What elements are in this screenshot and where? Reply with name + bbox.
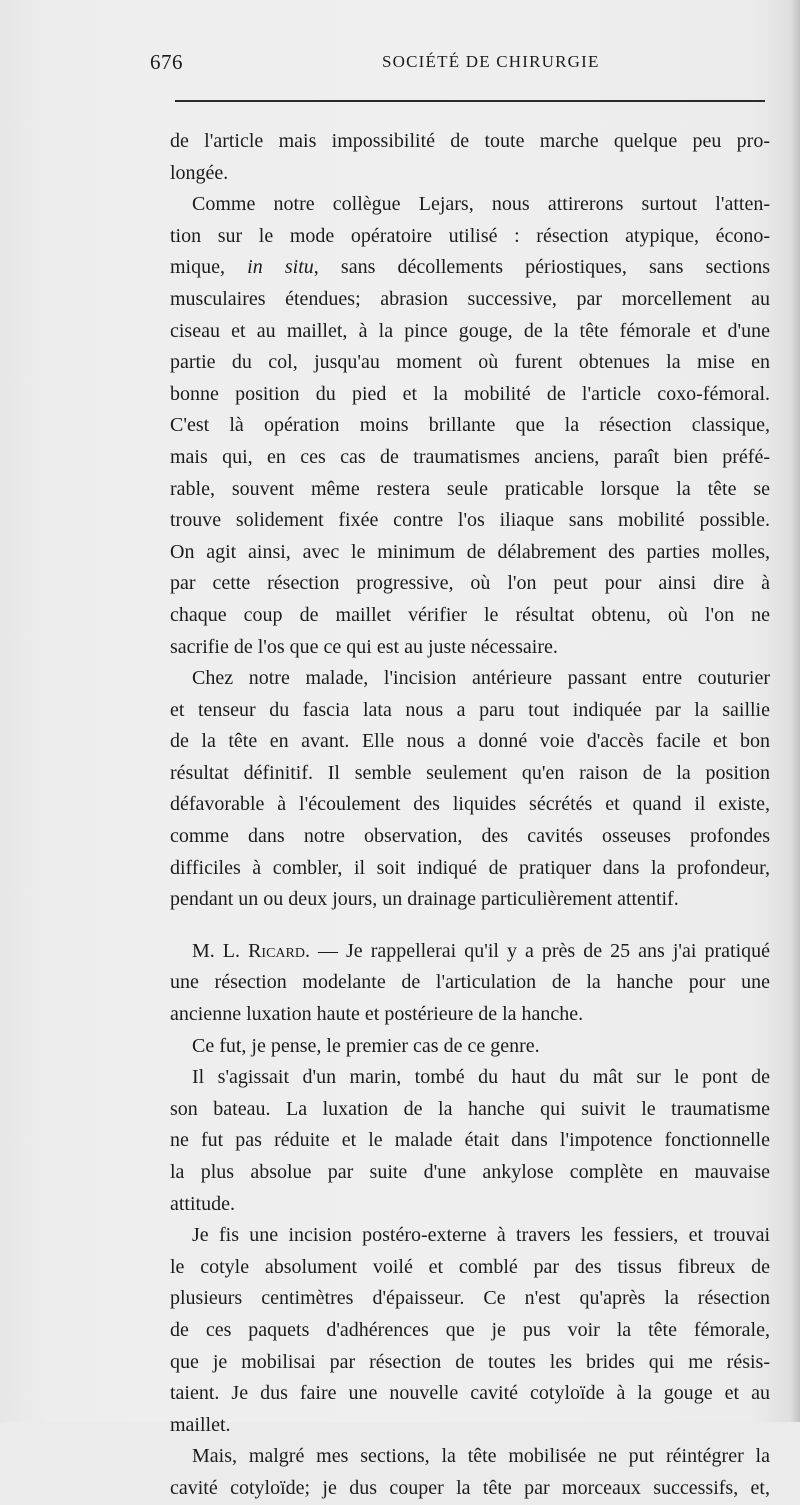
text-line: Ce fut, je pense, le premier cas de ce genre. — [192, 1034, 540, 1057]
text-line: C'est là opération moins brillante que la résection classique, — [170, 414, 770, 437]
text-line: bonne position du pied et la mobilité de l'article coxo-fémoral. — [170, 382, 770, 405]
text-line: ancienne luxation haute et postérieure de la hanche. — [170, 1003, 584, 1026]
page-header — [150, 50, 765, 82]
paragraph-operation — [170, 1220, 770, 1441]
text-line: de la tête en avant. Elle nous a donné voie d'accès facile et bon — [170, 730, 770, 753]
paragraph-patient — [170, 1062, 770, 1220]
text-fragment: mique, — [170, 256, 225, 279]
text-line: cavité cotyloïde; je dus couper la tête par morceaux successifs, et, — [170, 1476, 770, 1499]
text-line: Il s'agissait d'un marin, tombé du haut du mât sur le pont de — [192, 1066, 770, 1089]
text-line: défavorable à l'écoulement des liquides sécrétés et quand il existe, — [170, 793, 770, 816]
header-rule — [175, 100, 765, 102]
text-line: longée. — [170, 161, 229, 184]
text-line: plusieurs centimètres d'épaisseur. Ce n'est qu'après la résection — [170, 1287, 770, 1310]
text-line: partie du col, jusqu'au moment où furent obtenues la mise en — [170, 351, 770, 374]
running-title: SOCIÉTÉ DE CHIRURGIE — [382, 52, 600, 71]
page-number: 676 — [150, 50, 183, 74]
italic-term: in situ — [247, 256, 314, 279]
text-line: ciseau et au maillet, à la pince gouge, de la tête fémorale et d'une — [170, 319, 770, 342]
text-line: le cotyle absolument voilé et comblé par des tissus fibreux de — [170, 1255, 770, 1278]
text-line: pendant un ou deux jours, un drainage particulièrement attentif. — [170, 888, 679, 911]
text-line: ne fut pas réduite et le malade était dans l'impotence fonctionnelle — [170, 1129, 770, 1152]
text-line: son bateau. La luxation de la hanche qui suivit le traumatisme — [170, 1097, 770, 1120]
paragraph-gap — [170, 916, 770, 936]
text-line: difficiles à combler, il soit indiqué de pratiquer dans la profondeur, — [170, 856, 770, 879]
text-line: de ces paquets d'adhérences que je pus voir la tête fémorale, — [170, 1318, 770, 1341]
text-line: rable, souvent même restera seule praticable lorsque la tête se — [170, 477, 770, 500]
paragraph-first-case — [170, 1031, 770, 1063]
text-line: maillet. — [170, 1413, 231, 1436]
text-line: la plus absolue par suite d'une ankylose complète en mauvaise — [170, 1161, 770, 1183]
text-line: Je fis une incision postéro-externe à travers les fessiers, et trouvai — [192, 1224, 770, 1247]
text-line: par cette résection progressive, où l'on peut pour ainsi dire à — [170, 572, 770, 595]
speaker-name: Ricard — [248, 939, 305, 962]
text-line: taient. Je dus faire une nouvelle cavité cotyloïde à la gouge et au — [170, 1382, 770, 1405]
text-fragment: sans décollements périostiques, sans sections — [340, 256, 770, 279]
text-line: attitude. — [170, 1192, 235, 1215]
text-line: comme dans notre observation, des cavités osseuses profondes — [170, 825, 770, 848]
text-line: que je mobilisai par résection de toutes les brides qui me résis- — [170, 1350, 770, 1373]
page-edge-shadow — [790, 0, 800, 1422]
paragraph-ricard-statement — [170, 936, 770, 1031]
text-line: Mais, malgré mes sections, la tête mobilisée ne put réintégrer la — [192, 1445, 770, 1468]
text-line: une résection modelante de l'articulation de la hanche pour une — [170, 971, 770, 994]
text-line: On agit ainsi, avec le minimum de délabrement des parties molles, — [170, 540, 770, 563]
text-line: tion sur le mode opératoire utilisé : résection atypique, écono- — [170, 224, 770, 247]
text-line: mais qui, en ces cas de traumatismes anciens, paraît bien préfé- — [170, 445, 770, 468]
text-line-with-speaker — [170, 936, 770, 968]
text-line: et tenseur du fascia lata nous a paru tout indiquée par la saillie — [170, 698, 770, 721]
text-line: sacrifie de l'os que ce qui est au juste nécessaire. — [170, 635, 558, 658]
text-line: Chez notre malade, l'incision antérieure passant entre couturier — [192, 667, 770, 690]
text-line: résultat définitif. Il semble seulement qu'en raison de la position — [170, 761, 770, 784]
text-line-with-italic: mique, in situ, sans décollements périostiques, sans sections — [170, 256, 770, 279]
text-line: de l'article mais impossibilité de toute marche quelque peu pro- — [170, 130, 770, 152]
text-line: chaque coup de maillet vérifier le résultat obtenu, où l'on ne — [170, 603, 770, 626]
text-line: Comme notre collègue Lejars, nous attirerons surtout l'atten- — [192, 193, 770, 216]
body-text — [170, 126, 770, 1505]
text-line: musculaires étendues; abrasion successive, par morcellement au — [170, 287, 770, 310]
text-fragment: . — Je rappellerai qu'il y a près de 25 ans j'ai pratiqué — [304, 939, 770, 962]
paragraph-incision — [170, 663, 770, 916]
paragraph-operative-method — [170, 189, 770, 663]
paragraph-continuation — [170, 126, 770, 189]
text-line: trouve solidement fixée contre l'os iliaque sans mobilité possible. — [170, 509, 770, 532]
paragraph-head-resection — [170, 1441, 770, 1504]
speaker-prefix: M. L. — [192, 939, 241, 962]
